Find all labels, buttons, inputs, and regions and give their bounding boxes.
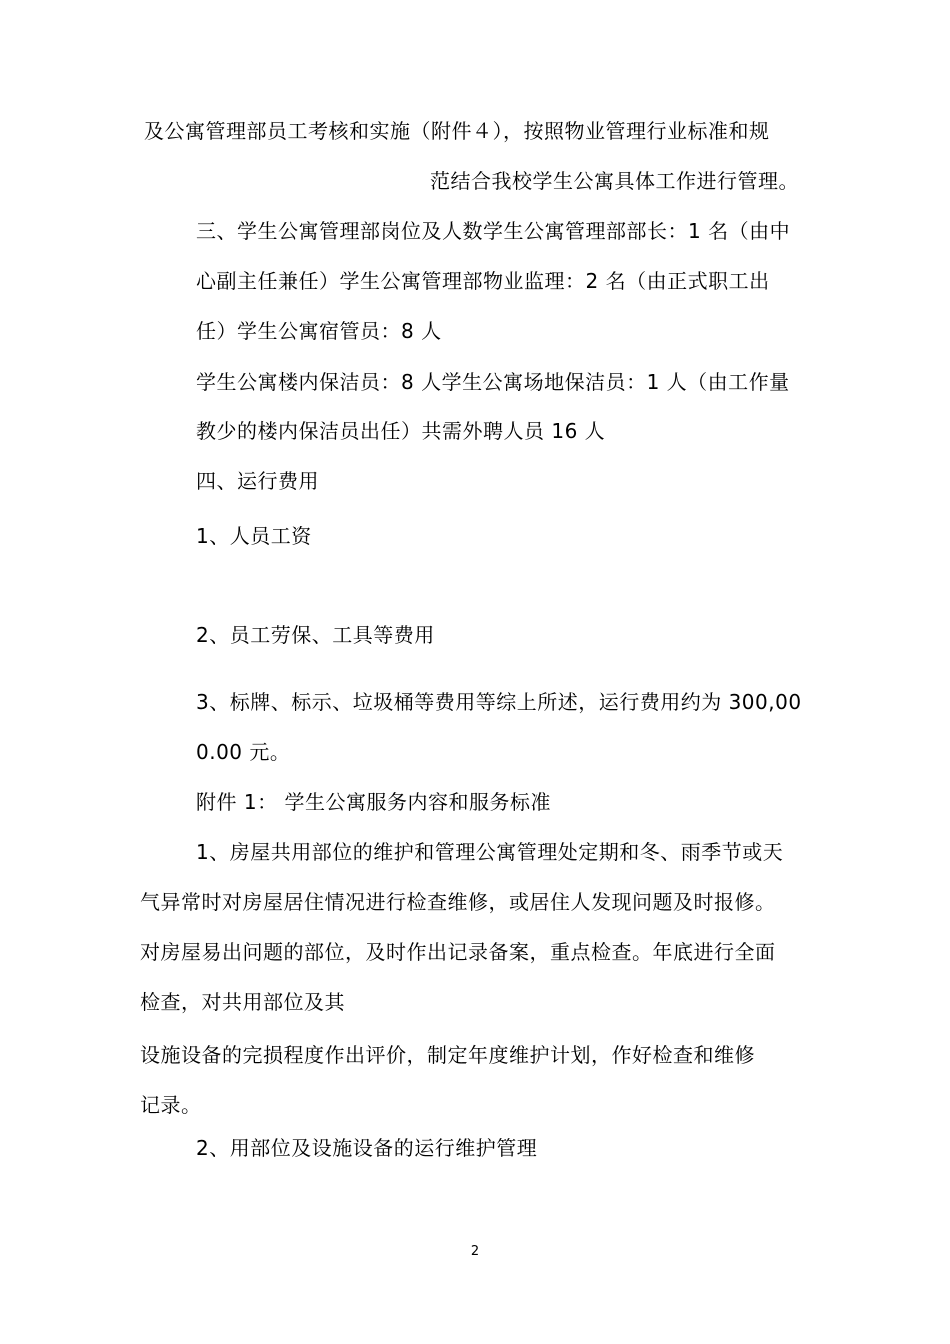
list-item: 1、人员工资 <box>196 524 312 548</box>
paragraph-line: 1、房屋共用部位的维护和管理公寓管理处定期和冬、雨季节或天 <box>196 840 784 864</box>
paragraph-line: 心副主任兼任）学生公寓管理部物业监理：2 名（由正式职工出 <box>196 269 770 293</box>
appendix-heading: 附件 1： 学生公寓服务内容和服务标准 <box>196 790 551 814</box>
paragraph-line: 及公寓管理部员工考核和实施（附件４），按照物业管理行业标准和规 <box>144 119 770 143</box>
list-item: 2、用部位及设施设备的运行维护管理 <box>196 1136 538 1160</box>
paragraph-line: 气异常时对房屋居住情况进行检查维修，或居住人发现问题及时报修。 <box>140 890 776 914</box>
paragraph-line: 三、学生公寓管理部岗位及人数学生公寓管理部部长：1 名（由中 <box>196 219 791 243</box>
paragraph-line: 范结合我校学生公寓具体工作进行管理。 <box>430 169 799 193</box>
list-item: 3、标牌、标示、垃圾桶等费用等综上所述，运行费用约为 300,00 <box>196 690 802 714</box>
paragraph-line: 学生公寓楼内保洁员：8 人学生公寓场地保洁员：1 人（由工作量 <box>196 370 790 394</box>
paragraph-line: 检查，对共用部位及其 <box>140 990 345 1014</box>
paragraph-line: 任）学生公寓宿管员：8 人 <box>196 319 442 343</box>
section-heading: 四、运行费用 <box>196 469 319 493</box>
page-number: 2 <box>470 1244 480 1259</box>
paragraph-line: 对房屋易出问题的部位，及时作出记录备案，重点检查。年底进行全面 <box>140 940 776 964</box>
list-item: 2、员工劳保、工具等费用 <box>196 623 435 647</box>
paragraph-line: 设施设备的完损程度作出评价，制定年度维护计划，作好检查和维修 <box>140 1043 755 1067</box>
paragraph-line: 0.00 元。 <box>196 740 291 764</box>
paragraph-line: 记录。 <box>140 1093 202 1117</box>
paragraph-line: 教少的楼内保洁员出任）共需外聘人员 16 人 <box>196 419 606 443</box>
